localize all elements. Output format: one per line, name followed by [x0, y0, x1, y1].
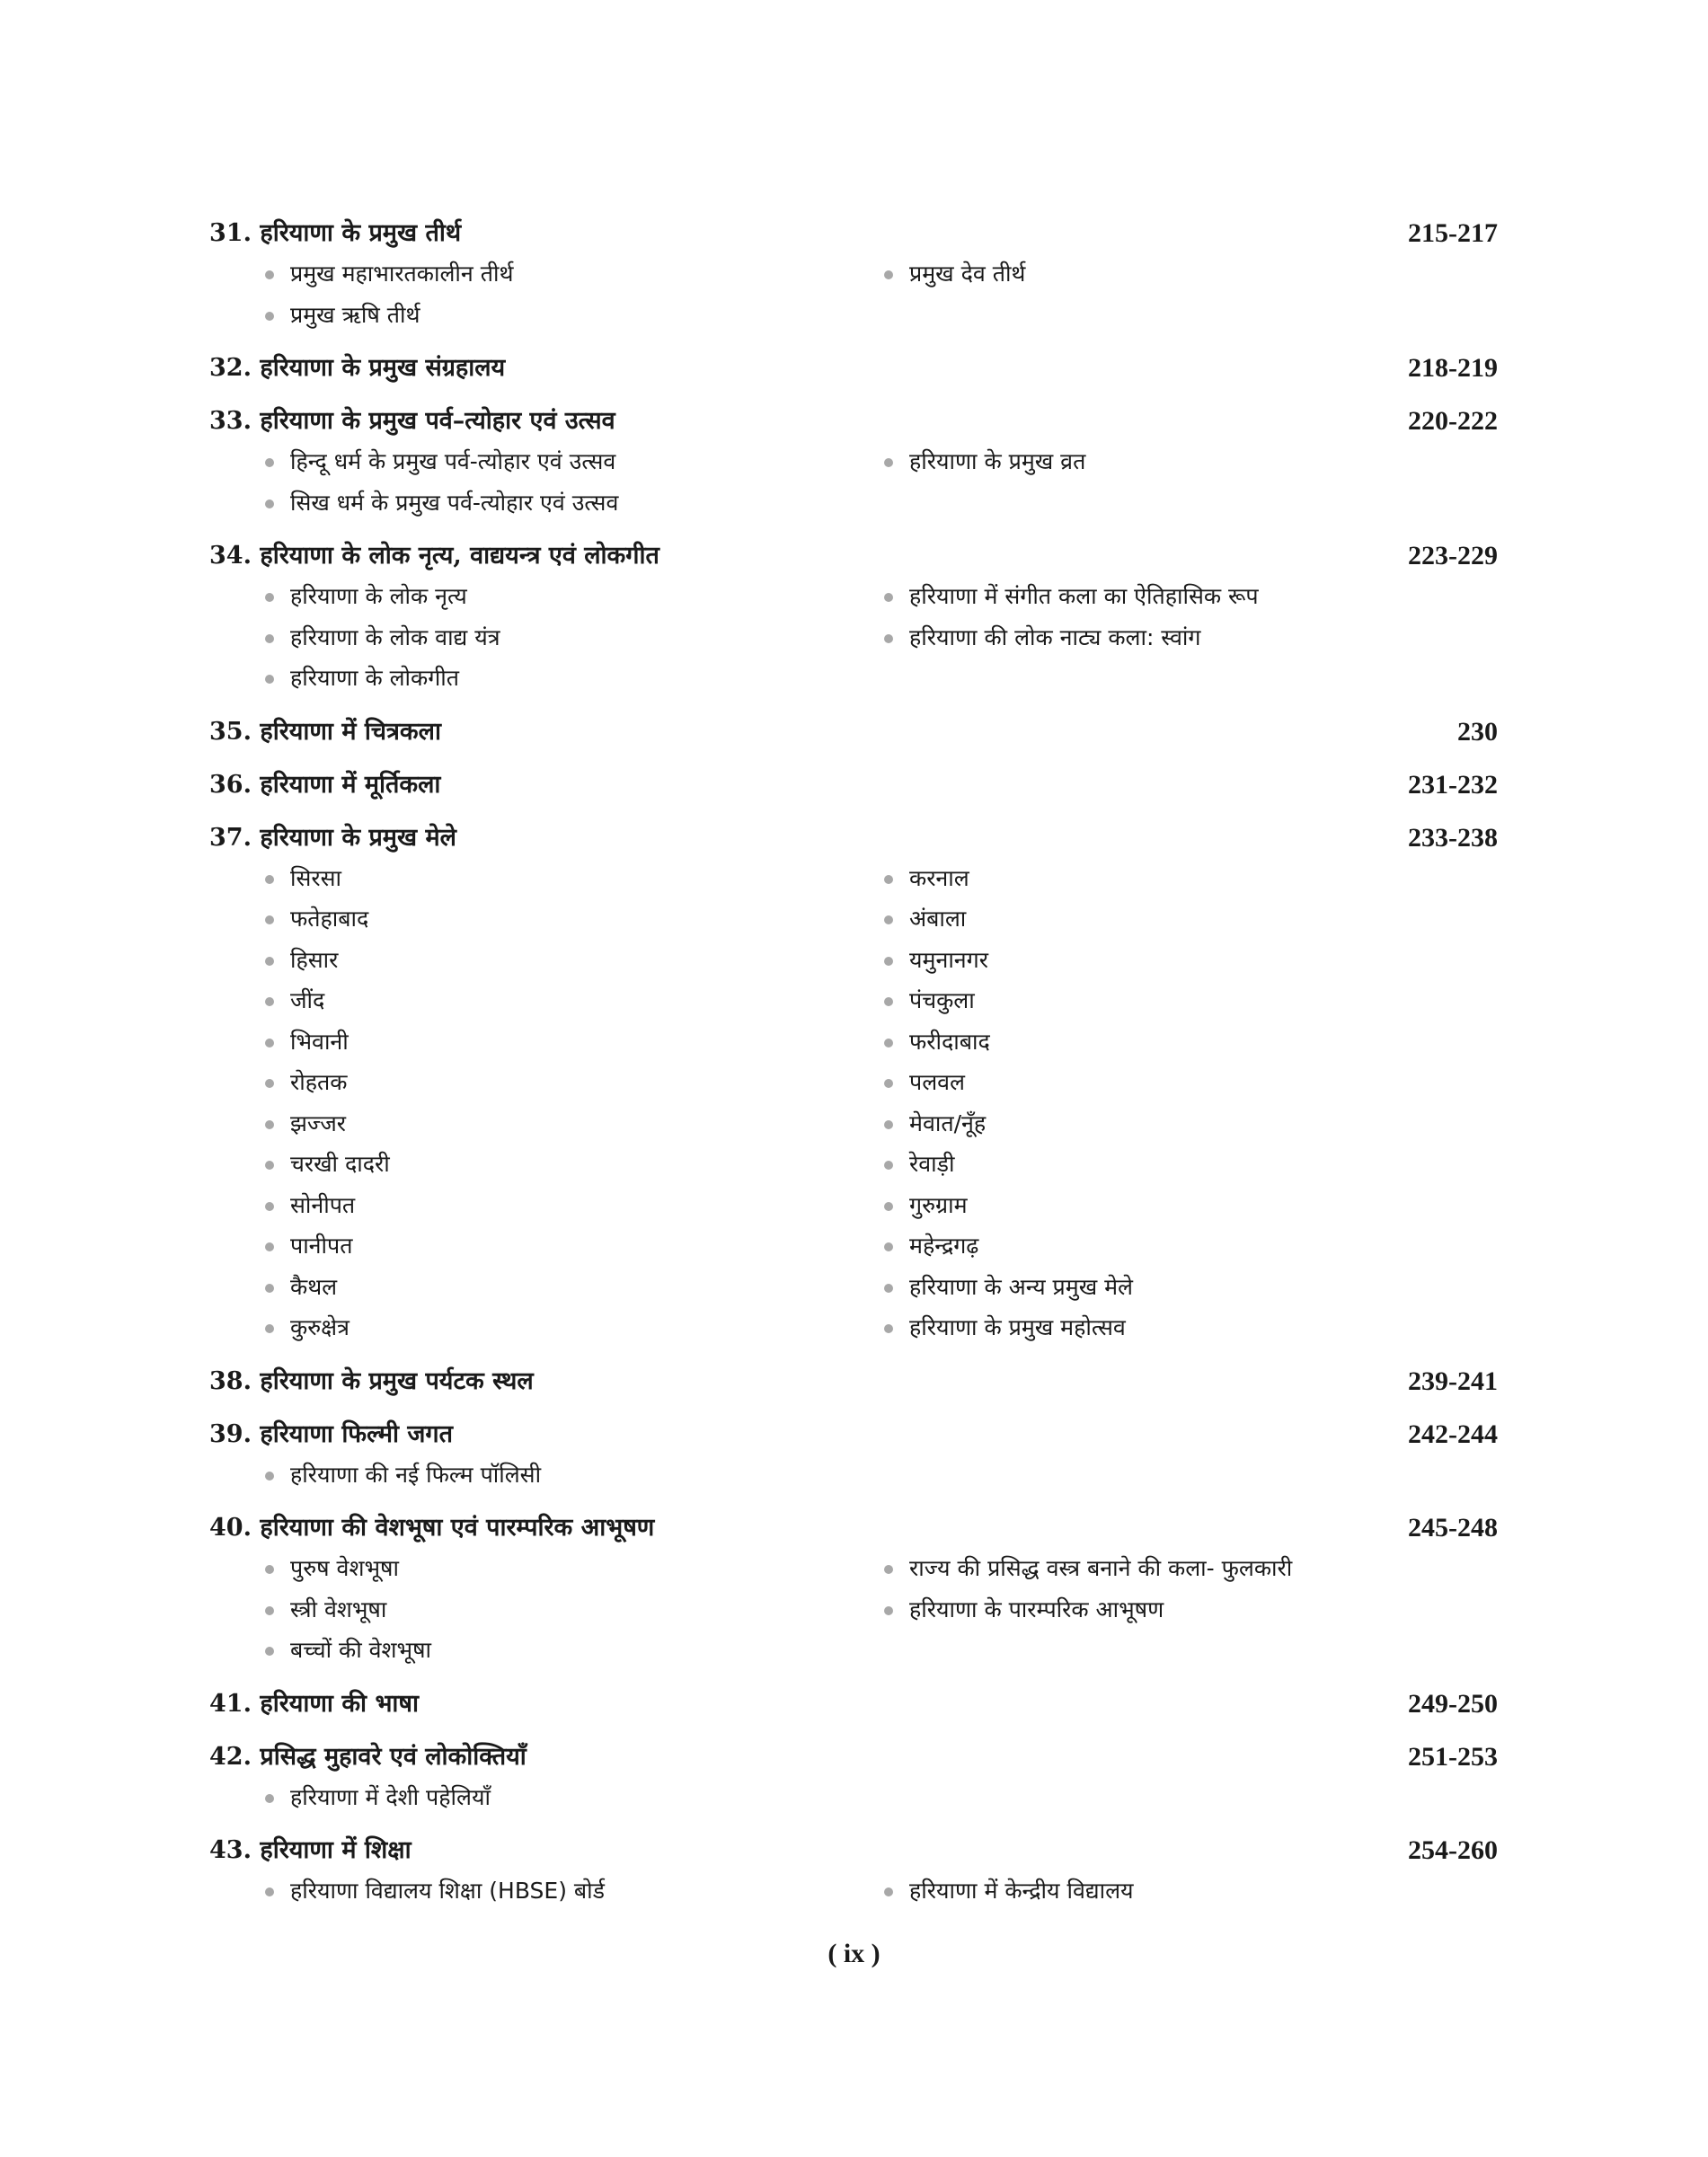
subtopic-label: जींद: [290, 987, 325, 1013]
bullet-icon: [265, 270, 274, 279]
chapter-page-range: 223-229: [1408, 541, 1498, 570]
chapter-title: 36. हरियाणा में मूर्तिकला: [209, 770, 441, 799]
subtopic-item: [209, 1548, 879, 1589]
subtopic-label: हरियाणा के पारम्परिक आभूषण: [909, 1596, 1164, 1622]
subtopic-item: [209, 1267, 879, 1308]
bullet-icon: [265, 1161, 274, 1170]
bullet-icon: [265, 997, 274, 1006]
subtopic-label: हरियाणा में देशी पहेलियाँ: [290, 1783, 491, 1810]
bullet-icon: [265, 1887, 274, 1896]
bullet-icon: [884, 1887, 893, 1896]
chapter-title: 38. हरियाणा के प्रमुख पर्यटक स्थल: [209, 1366, 534, 1395]
empty-cell: [879, 1630, 1498, 1671]
bullet-icon: [884, 875, 893, 884]
toc-chapter: [209, 1507, 1498, 1671]
subtopic-label: बच्चों की वेशभूषा: [290, 1637, 432, 1663]
subtopic-label: महेन्द्रगढ़: [909, 1233, 979, 1259]
subtopic-item: [879, 1103, 1498, 1145]
bullet-icon: [265, 1242, 274, 1251]
bullet-icon: [884, 1284, 893, 1293]
chapter-heading: [209, 535, 1498, 576]
bullet-icon: [265, 634, 274, 643]
bullet-icon: [265, 1039, 274, 1048]
chapter-heading: [209, 1414, 1498, 1454]
bullet-icon: [265, 957, 274, 966]
subtopic-label: कुरुक्षेत्र: [290, 1314, 350, 1340]
subtopic-label: प्रमुख देव तीर्थ: [909, 261, 1026, 287]
toc-chapter: [209, 818, 1498, 1348]
subtopic-label: कैथल: [290, 1273, 338, 1300]
subtopic-item: [209, 617, 879, 659]
chapter-page-range: 249-250: [1408, 1688, 1498, 1719]
toc-chapter: [209, 1830, 1498, 1912]
chapter-page-range: 251-253: [1408, 1741, 1498, 1772]
toc-chapter: [209, 765, 1498, 805]
subtopic-label: सिरसा: [290, 864, 341, 891]
subtopic-item: [209, 858, 879, 899]
toc-chapter: [209, 1684, 1498, 1724]
bullet-icon: [265, 875, 274, 884]
subtopic-item: [209, 658, 879, 699]
bullet-icon: [884, 270, 893, 279]
subtopic-label: हरियाणा में केन्द्रीय विद्यालय: [909, 1878, 1134, 1904]
chapter-heading: [209, 213, 1498, 253]
bullet-icon: [884, 593, 893, 602]
subtopic-item: [209, 1103, 879, 1145]
subtopic-item: [209, 1630, 879, 1671]
bullet-icon: [884, 1242, 893, 1251]
bullet-icon: [884, 1161, 893, 1170]
bullet-icon: [265, 499, 274, 508]
chapter-heading: [209, 1684, 1498, 1724]
bullet-icon: [884, 1606, 893, 1615]
subtopic-label: पुरुष वेशभूषा: [290, 1555, 399, 1581]
subtopic-label: फतेहाबाद: [290, 906, 369, 932]
bullet-icon: [884, 1079, 893, 1088]
subtopic-label: हरियाणा के प्रमुख व्रत: [909, 448, 1086, 474]
subtopic-label: प्रमुख ऋषि तीर्थ: [290, 301, 420, 328]
chapter-heading: [209, 765, 1498, 805]
subtopic-label: पानीपत: [290, 1233, 353, 1259]
subtopic-label: हरियाणा के लोक नृत्य: [290, 583, 467, 609]
subtopic-label: हरियाणा में संगीत कला का ऐतिहासिक रूप: [909, 583, 1259, 609]
bullet-icon: [265, 1202, 274, 1211]
empty-cell: [879, 482, 1498, 524]
chapter-heading: [209, 401, 1498, 441]
chapter-page-range: 239-241: [1408, 1366, 1498, 1396]
bullet-icon: [265, 1324, 274, 1333]
bullet-icon: [265, 1472, 274, 1481]
chapter-title: 41. हरियाणा की भाषा: [209, 1689, 420, 1718]
subtopic-label: हरियाणा की लोक नाट्य कला: स्वांग: [909, 623, 1201, 650]
chapter-title: 40. हरियाणा की वेशभूषा एवं पारम्परिक आभूषण: [209, 1514, 655, 1542]
subtopic-list: [209, 253, 1498, 335]
chapter-page-range: 242-244: [1408, 1419, 1498, 1449]
subtopic-label: स्त्री वेशभूषा: [290, 1596, 387, 1622]
subtopic-item: [879, 1062, 1498, 1103]
chapter-title: 37. हरियाणा के प्रमुख मेले: [209, 823, 456, 852]
bullet-icon: [265, 1079, 274, 1088]
subtopic-item: [879, 617, 1498, 659]
subtopic-item: [879, 898, 1498, 940]
chapter-title: 42. प्रसिद्ध मुहावरे एवं लोकोक्तियाँ: [209, 1742, 527, 1771]
subtopic-item: [209, 1454, 879, 1496]
bullet-icon: [265, 675, 274, 684]
subtopic-list: [209, 1870, 1498, 1912]
subtopic-label: सिख धर्म के प्रमुख पर्व-त्योहार एवं उत्सव: [290, 489, 619, 516]
bullet-icon: [884, 957, 893, 966]
bullet-icon: [265, 1120, 274, 1129]
subtopic-list: [209, 576, 1498, 699]
toc-chapter: [209, 1361, 1498, 1401]
subtopic-item: [879, 1870, 1498, 1912]
subtopic-item: [879, 1307, 1498, 1348]
chapter-title: 43. हरियाणा में शिक्षा: [209, 1836, 412, 1864]
subtopic-label: हिन्दू धर्म के प्रमुख पर्व-त्योहार एवं उत्सव: [290, 448, 616, 474]
subtopic-item: [879, 1267, 1498, 1308]
subtopic-label: हरियाणा के लोकगीत: [290, 665, 460, 691]
subtopic-label: रेवाड़ी: [909, 1151, 955, 1177]
subtopic-label: भिवानी: [290, 1028, 349, 1055]
bullet-icon: [884, 1039, 893, 1048]
chapter-heading: [209, 818, 1498, 858]
subtopic-list: [209, 1454, 1498, 1496]
subtopic-label: हरियाणा के प्रमुख महोत्सव: [909, 1314, 1126, 1340]
subtopic-item: [879, 1144, 1498, 1185]
toc-chapter: [209, 535, 1498, 699]
subtopic-label: सोनीपत: [290, 1191, 356, 1218]
chapter-title: 34. हरियाणा के लोक नृत्य, वाद्ययन्त्र एवं लोकगीत: [209, 542, 659, 570]
bullet-icon: [265, 1284, 274, 1293]
subtopic-item: [879, 441, 1498, 482]
chapter-heading: [209, 1507, 1498, 1548]
subtopic-item: [209, 1225, 879, 1267]
subtopic-label: करनाल: [909, 864, 969, 891]
subtopic-item: [209, 1021, 879, 1063]
bullet-icon: [884, 915, 893, 924]
subtopic-label: हरियाणा के अन्य प्रमुख मेले: [909, 1273, 1133, 1300]
chapter-title: 31. हरियाणा के प्रमुख तीर्थ: [209, 219, 462, 247]
subtopic-label: पलवल: [909, 1069, 966, 1095]
subtopic-item: [209, 1589, 879, 1631]
chapter-title: 32. हरियाणा के प्रमुख संग्रहालय: [209, 354, 506, 382]
subtopic-item: [879, 940, 1498, 981]
chapter-page-range: 215-217: [1408, 218, 1498, 248]
subtopic-label: पंचकुला: [909, 987, 975, 1013]
chapter-page-range: 218-219: [1408, 353, 1498, 383]
bullet-icon: [265, 1794, 274, 1803]
bullet-icon: [265, 1606, 274, 1615]
subtopic-item: [879, 1548, 1498, 1589]
bullet-icon: [265, 1565, 274, 1574]
chapter-page-range: 220-222: [1408, 406, 1498, 436]
chapter-page-range: 230: [1457, 716, 1498, 747]
chapter-title: 39. हरियाणा फिल्मी जगत: [209, 1419, 453, 1448]
toc-chapter: [209, 348, 1498, 388]
subtopic-item: [209, 940, 879, 981]
subtopic-item: [209, 980, 879, 1021]
subtopic-label: हिसार: [290, 946, 339, 973]
subtopic-label: चरखी दादरी: [290, 1151, 390, 1177]
subtopic-label: हरियाणा विद्यालय शिक्षा (HBSE) बोर्ड: [290, 1878, 606, 1904]
chapter-page-range: 233-238: [1408, 822, 1498, 853]
bullet-icon: [884, 1565, 893, 1574]
subtopic-label: गुरुग्राम: [909, 1191, 968, 1218]
subtopic-item: [209, 253, 879, 295]
subtopic-list: [209, 441, 1498, 523]
toc-chapter: [209, 1414, 1498, 1496]
bullet-icon: [265, 458, 274, 467]
bullet-icon: [265, 1647, 274, 1656]
toc-chapter: [209, 401, 1498, 523]
subtopic-label: अंबाला: [909, 906, 967, 932]
bullet-icon: [884, 1120, 893, 1129]
chapter-heading: [209, 1361, 1498, 1401]
bullet-icon: [884, 458, 893, 467]
subtopic-label: फरीदाबाद: [909, 1028, 990, 1055]
subtopic-item: [209, 1307, 879, 1348]
empty-cell: [879, 1777, 1498, 1818]
subtopic-item: [879, 1185, 1498, 1226]
bullet-icon: [265, 915, 274, 924]
subtopic-item: [879, 858, 1498, 899]
subtopic-item: [879, 1589, 1498, 1631]
toc-chapter: [209, 1737, 1498, 1818]
toc-chapter: [209, 712, 1498, 752]
subtopic-list: [209, 1777, 1498, 1818]
subtopic-label: मेवात/नूँह: [909, 1109, 987, 1136]
bullet-icon: [884, 1202, 893, 1211]
subtopic-item: [879, 253, 1498, 295]
subtopic-item: [209, 1777, 879, 1818]
toc-chapter: [209, 213, 1498, 335]
bullet-icon: [884, 634, 893, 643]
table-of-contents: [209, 213, 1498, 1924]
chapter-page-range: 245-248: [1408, 1513, 1498, 1543]
bullet-icon: [884, 1324, 893, 1333]
subtopic-item: [209, 1185, 879, 1226]
chapter-page-range: 231-232: [1408, 769, 1498, 800]
subtopic-list: [209, 1548, 1498, 1671]
subtopic-item: [209, 898, 879, 940]
chapter-heading: [209, 348, 1498, 388]
empty-cell: [879, 1454, 1498, 1496]
subtopic-item: [209, 1144, 879, 1185]
subtopic-label: यमुनानगर: [909, 946, 988, 973]
bullet-icon: [265, 312, 274, 321]
page-number: ( ix ): [827, 1939, 881, 1968]
subtopic-list: [209, 858, 1498, 1348]
subtopic-label: प्रमुख महाभारतकालीन तीर्थ: [290, 261, 514, 287]
bullet-icon: [265, 593, 274, 602]
subtopic-label: हरियाणा के लोक वाद्य यंत्र: [290, 623, 500, 650]
subtopic-label: राज्य की प्रसिद्ध वस्त्र बनाने की कला- फुलकारी: [909, 1555, 1293, 1581]
bullet-icon: [884, 997, 893, 1006]
subtopic-item: [209, 1870, 879, 1912]
subtopic-label: झज्जर: [290, 1109, 346, 1136]
subtopic-item: [209, 576, 879, 617]
empty-cell: [879, 658, 1498, 699]
chapter-heading: [209, 712, 1498, 752]
chapter-title: 33. हरियाणा के प्रमुख पर्व–त्योहार एवं उत्सव: [209, 407, 615, 435]
chapter-title: 35. हरियाणा में चित्रकला: [209, 717, 441, 746]
subtopic-label: रोहतक: [290, 1069, 348, 1095]
empty-cell: [879, 295, 1498, 336]
subtopic-item: [209, 295, 879, 336]
subtopic-item: [209, 441, 879, 482]
subtopic-item: [209, 1062, 879, 1103]
subtopic-item: [209, 482, 879, 524]
subtopic-item: [879, 1021, 1498, 1063]
subtopic-item: [879, 576, 1498, 617]
chapter-heading: [209, 1737, 1498, 1777]
chapter-heading: [209, 1830, 1498, 1870]
subtopic-item: [879, 1225, 1498, 1267]
chapter-page-range: 254-260: [1408, 1835, 1498, 1865]
subtopic-item: [879, 980, 1498, 1021]
subtopic-label: हरियाणा की नई फिल्म पॉलिसी: [290, 1461, 542, 1488]
